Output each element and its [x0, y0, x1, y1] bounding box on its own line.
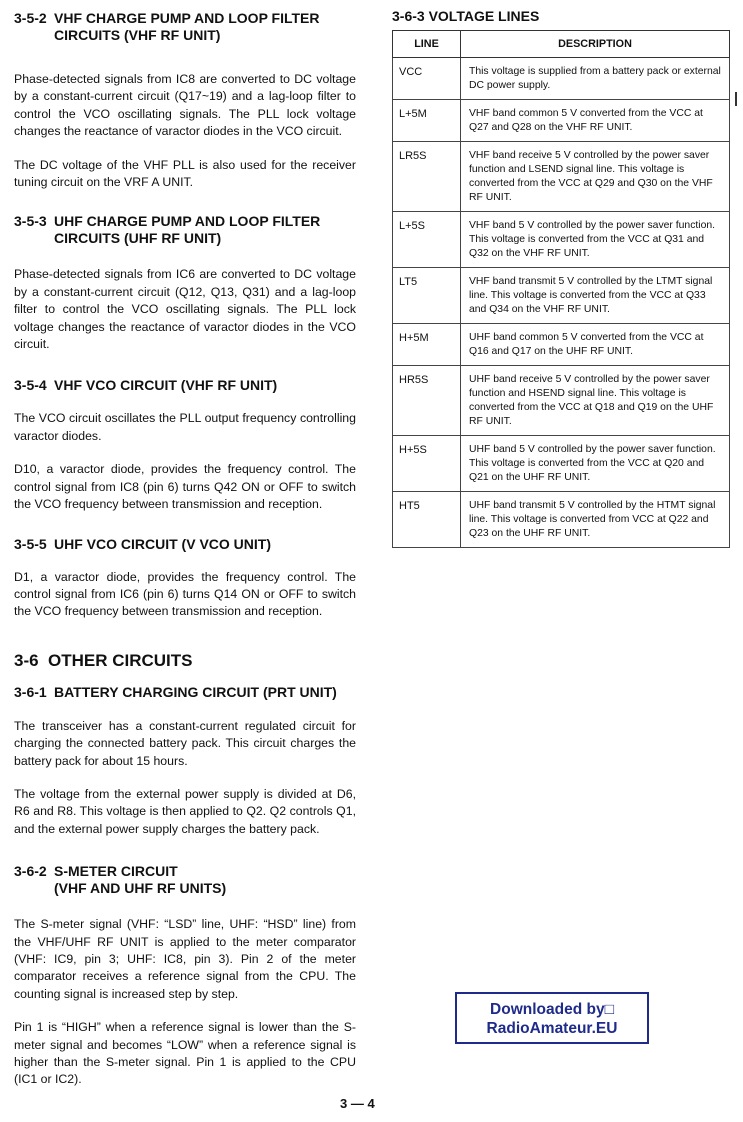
heading-number: 3-6-3: [392, 8, 425, 24]
heading-number: 3-5-3: [14, 213, 47, 230]
paragraph: D1, a varactor diode, provides the frequency control. The control signal from IC6 (pin 6) turns Q14 ON or OFF to switch the VCO frequency between transmission and reception.: [14, 569, 356, 619]
table-row: [393, 268, 730, 324]
table-row: [393, 324, 730, 366]
heading-text: VHF CHARGE PUMP AND LOOP FILTER: [54, 10, 320, 26]
description-cell: VHF band 5 V controlled by the power saver function. This voltage is converted from the VCC at Q31 and Q32 on the VHF RF UNIT.: [461, 212, 730, 268]
heading-number: 3-5-4: [14, 377, 47, 394]
voltage-lines-table: [392, 30, 730, 548]
heading-3-6-1: [14, 684, 356, 701]
line-cell: VCC: [393, 58, 461, 100]
heading-3-5-4: [14, 377, 356, 394]
paragraph: Phase-detected signals from IC6 are converted to DC voltage by a constant-current circuit (Q12, Q13, Q31) and a lag-loop filter to control the VCO oscillating signals. The PLL lock voltage changes the reactance of varactor diodes in the VCO circuit.: [14, 267, 356, 352]
line-cell: L+5M: [393, 100, 461, 142]
table-row: [393, 492, 730, 548]
table-row: [393, 58, 730, 100]
margin-bar-mark: [735, 92, 737, 106]
heading-text: S-METER CIRCUIT: [54, 863, 178, 880]
table-row: [393, 142, 730, 212]
heading-text-cont: CIRCUITS (VHF RF UNIT): [54, 27, 221, 43]
badge-line-2: RadioAmateur.EU: [486, 1020, 618, 1037]
table-row: [393, 436, 730, 492]
page-number: 3 — 4: [340, 1096, 375, 1111]
column-header-line: LINE: [393, 31, 461, 58]
heading-number: 3-6-1: [14, 683, 47, 700]
paragraph: Pin 1 is “HIGH” when a reference signal is lower than the S-meter signal and becomes “LOW” when a reference signal is higher than the S-meter signal. Pin 1 is applied to the CPU (IC1 or IC2).: [14, 1020, 356, 1087]
paragraph: The DC voltage of the VHF PLL is also used for the receiver tuning circuit on the VRF A UNIT.: [14, 157, 356, 190]
line-cell: LT5: [393, 268, 461, 324]
description-cell: This voltage is supplied from a battery pack or external DC power supply.: [461, 58, 730, 100]
heading-text-cont: (VHF AND UHF RF UNITS): [54, 880, 227, 897]
heading-3-5-3: [14, 213, 356, 247]
line-cell: H+5S: [393, 436, 461, 492]
paragraph: The voltage from the external power supply is divided at D6, R6 and R8. This voltage is then applied to Q2. Q2 controls Q1, and the external power supply charges the battery pack.: [14, 786, 356, 836]
paragraph: The VCO circuit oscillates the PLL output frequency controlling varactor diodes.: [14, 411, 356, 443]
heading-3-6-2: [14, 863, 356, 897]
line-cell: L+5S: [393, 212, 461, 268]
paragraph: The transceiver has a constant-current regulated circuit for charging the connected battery pack. This circuit charges the battery pack for about 15 hours.: [14, 718, 356, 768]
heading-text: BATTERY CHARGING CIRCUIT (PRT UNIT): [54, 683, 337, 700]
heading-3-5-5: [14, 536, 356, 553]
description-cell: UHF band transmit 5 V controlled by the HTMT signal line. This voltage is converted from VCC at Q22 and Q23 on the UHF RF UNIT.: [461, 492, 730, 548]
description-cell: VHF band receive 5 V controlled by the power saver function and LSEND signal line. This voltage is converted from the VCC at Q29 and Q30 on the VHF RF UNIT.: [461, 142, 730, 212]
line-cell: LR5S: [393, 142, 461, 212]
heading-number: 3-6: [14, 650, 39, 670]
heading-text: UHF CHARGE PUMP AND LOOP FILTER: [54, 213, 321, 230]
table-row: [393, 100, 730, 142]
paragraph: Phase-detected signals from IC8 are converted to DC voltage by a constant-current circuit (Q17~19) and a lag-loop filter to control the VCO oscillating signals. The PLL lock voltage changes the reactance of varactor diodes in the VCO circuit.: [14, 72, 356, 139]
heading-text: VOLTAGE LINES: [428, 8, 540, 24]
download-watermark-badge[interactable]: [455, 992, 649, 1044]
heading-text: VHF VCO CIRCUIT (VHF RF UNIT): [54, 377, 278, 394]
heading-3-5-2: [14, 10, 356, 44]
badge-line-1: Downloaded by□: [490, 1001, 614, 1018]
heading-text: UHF VCO CIRCUIT (V VCO UNIT): [54, 535, 271, 552]
heading-text-cont: CIRCUITS (UHF RF UNIT): [54, 230, 222, 247]
line-cell: HT5: [393, 492, 461, 548]
paragraph: D10, a varactor diode, provides the frequency control. The control signal from IC8 (pin 6) turns Q42 ON or OFF to switch the VCO frequency between transmission and reception.: [14, 462, 356, 512]
description-cell: UHF band 5 V controlled by the power saver function. This voltage is converted from the VCC at Q20 and Q21 on the UHF RF UNIT.: [461, 436, 730, 492]
heading-number: 3-5-5: [14, 535, 47, 552]
column-header-description: DESCRIPTION: [461, 31, 730, 58]
heading-number: 3-5-2: [14, 10, 47, 26]
table-row: [393, 366, 730, 436]
left-column: [14, 10, 356, 1089]
heading-3-6-3: [392, 8, 730, 24]
line-cell: HR5S: [393, 366, 461, 436]
table-row: [393, 212, 730, 268]
description-cell: UHF band common 5 V converted from the VCC at Q16 and Q17 on the UHF RF UNIT.: [461, 324, 730, 366]
right-column: [392, 8, 730, 548]
heading-number: 3-6-2: [14, 863, 47, 880]
paragraph: The S-meter signal (VHF: “LSD” line, UHF: “HSD” line) from the VHF/UHF RF UNIT is applied to the meter comparator (VHF: IC9, pin 3; UHF: IC8, pin 3). Pin 2 of the meter comparator receives a reference signal from the CPU. The counting signal is increased step by step.: [14, 917, 356, 1001]
description-cell: VHF band transmit 5 V controlled by the LTMT signal line. This voltage is converted from the VCC at Q33 and Q34 on the VHF RF UNIT.: [461, 268, 730, 324]
description-cell: UHF band receive 5 V controlled by the power saver function and HSEND signal line. This voltage is converted from the VCC at Q18 and Q19 on the UHF RF UNIT.: [461, 366, 730, 436]
heading-text: OTHER CIRCUITS: [48, 650, 193, 670]
heading-3-6: [14, 651, 356, 671]
table-header-row: [393, 31, 730, 58]
description-cell: VHF band common 5 V converted from the VCC at Q27 and Q28 on the VHF RF UNIT.: [461, 100, 730, 142]
line-cell: H+5M: [393, 324, 461, 366]
